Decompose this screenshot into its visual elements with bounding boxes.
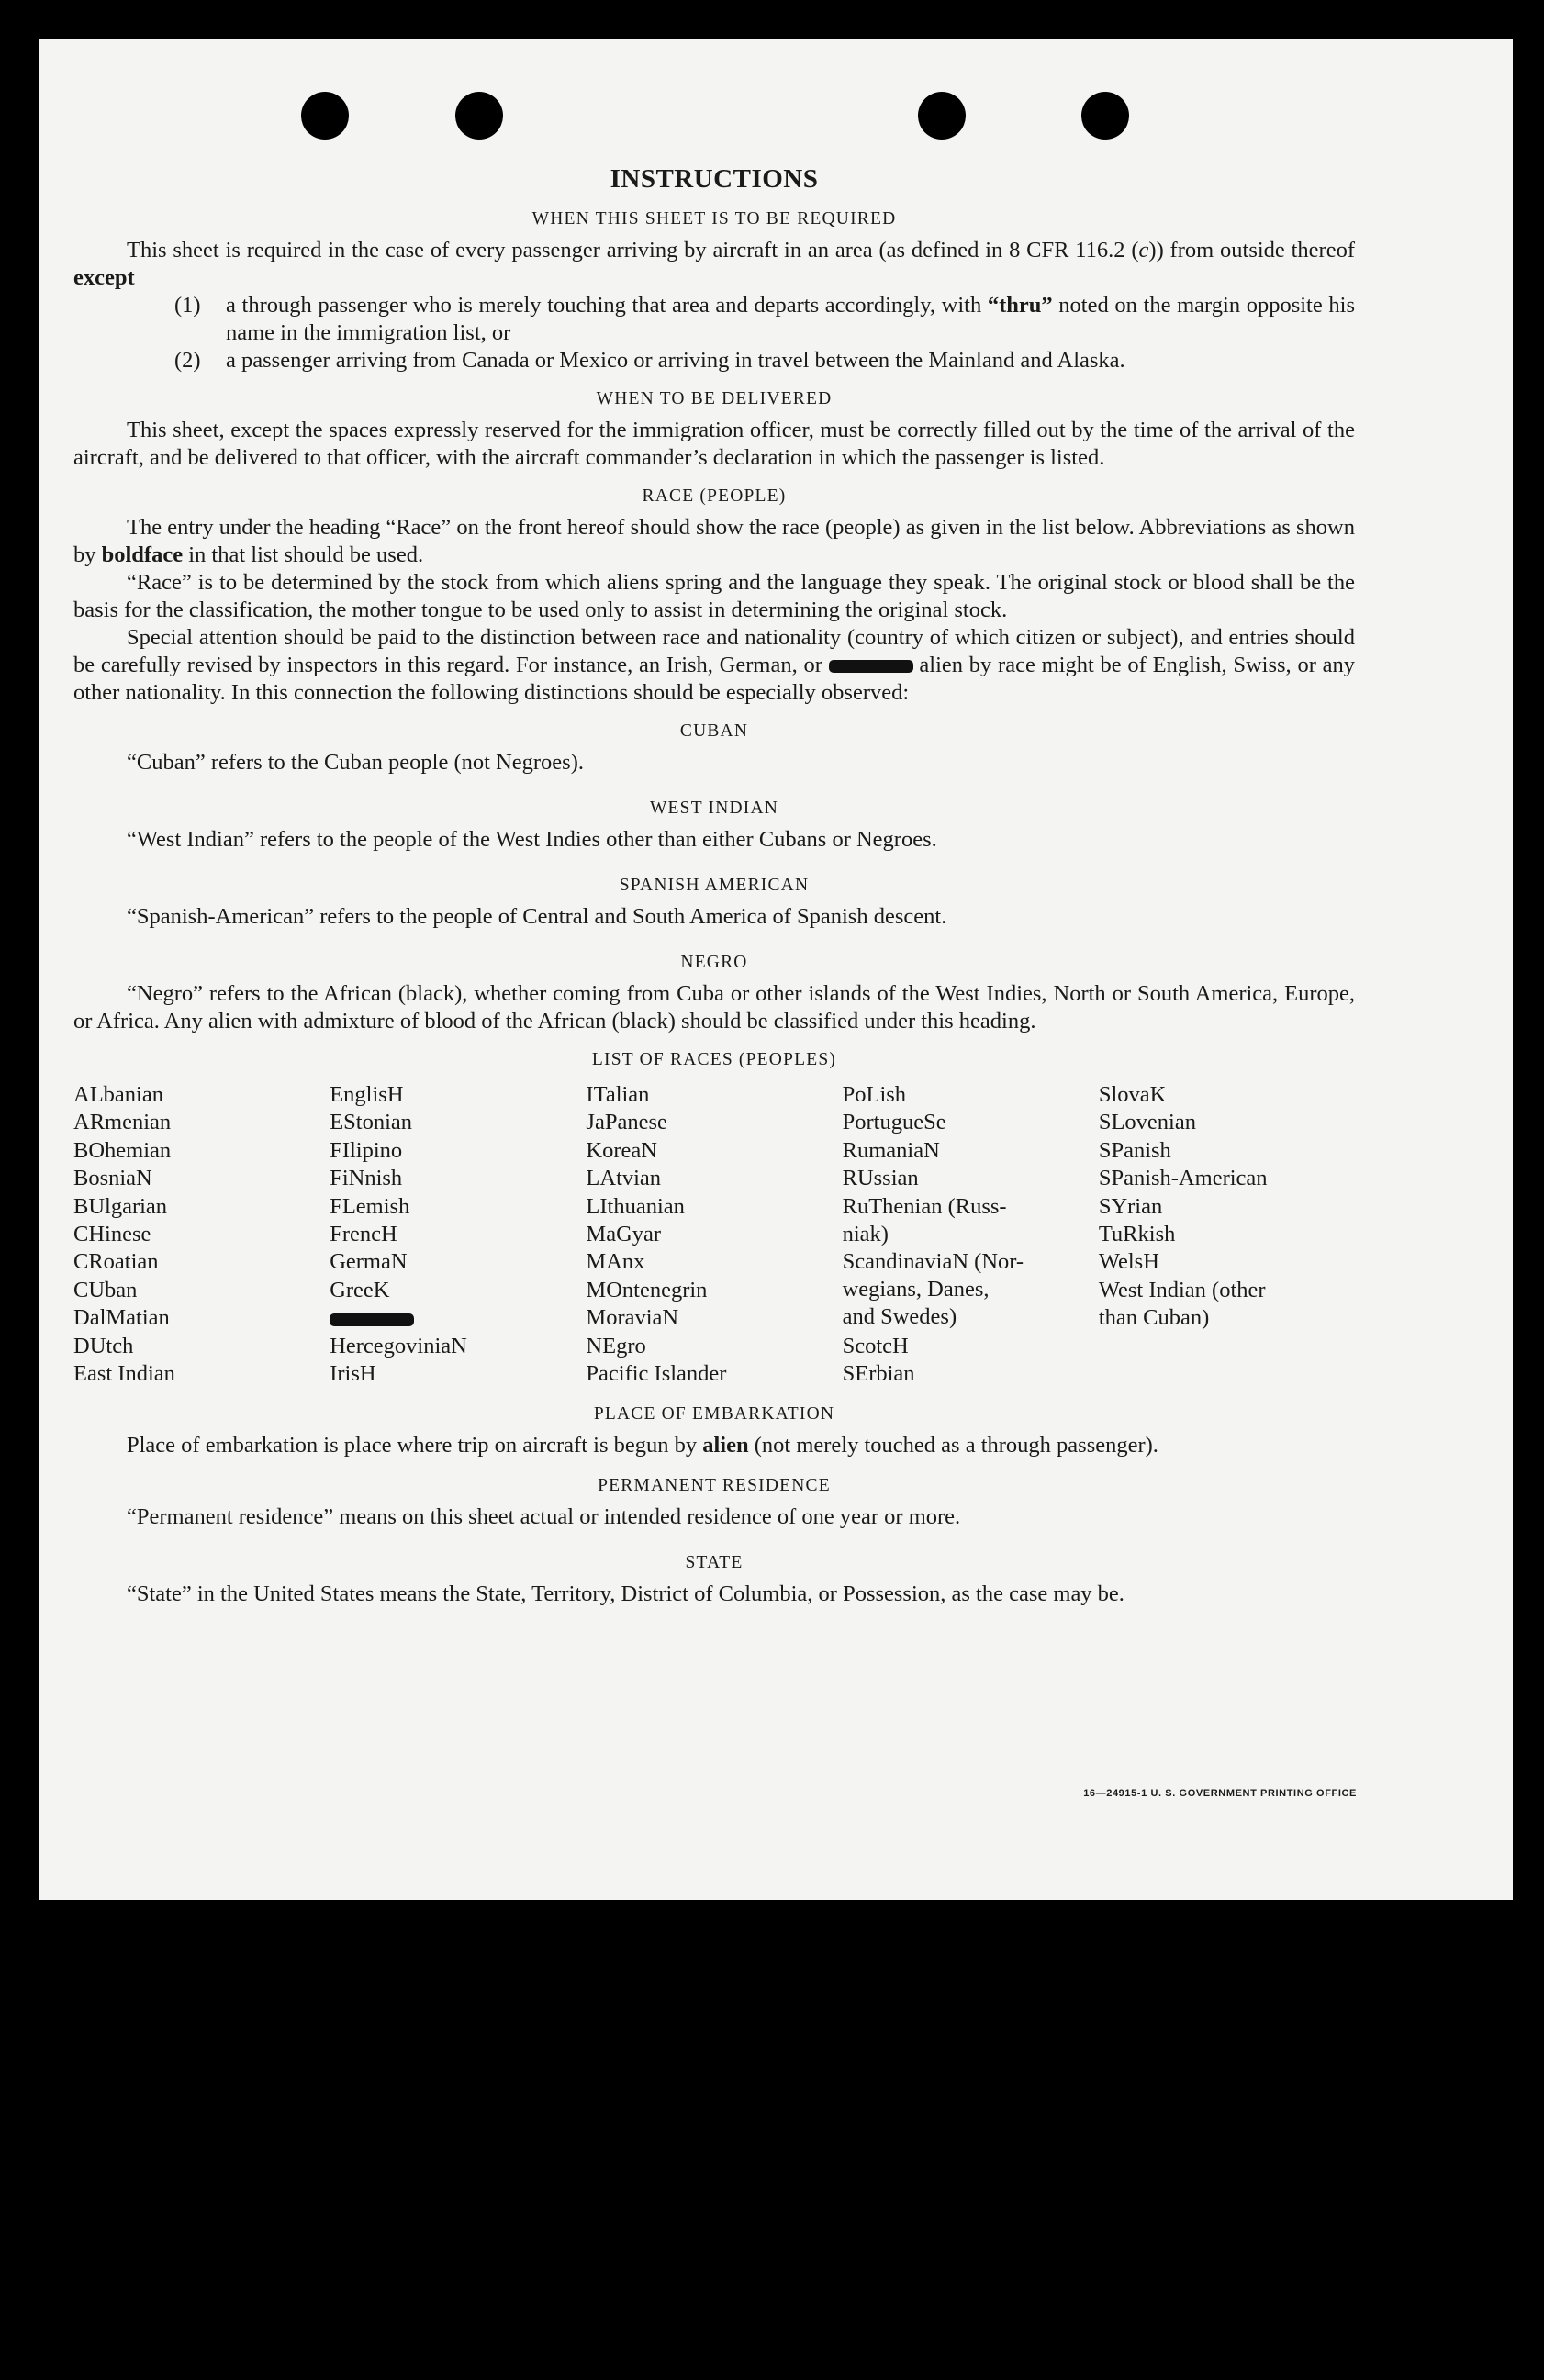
paragraph: “State” in the United States means the State, Territory, District of Columbia, or Possession, as the case may be. [127, 1581, 1124, 1607]
instructions-body [73, 164, 1355, 1608]
race-entry: GreeK [330, 1277, 390, 1302]
race-column [73, 1081, 330, 1388]
race-entry: GermaN [330, 1249, 408, 1275]
race-entry: SPanish-American [1098, 1166, 1268, 1191]
race-entry: CUban [73, 1277, 138, 1302]
race-entry: IrisH [330, 1360, 376, 1386]
race-entry: West Indian (other than Cuban) [1098, 1277, 1266, 1330]
section-heading: STATE [685, 1553, 744, 1573]
race-column [586, 1081, 842, 1388]
race-entry: SlovaK [1098, 1082, 1167, 1107]
paragraph: “West Indian” refers to the people of the West Indies other than either Cubans or Negroes. [127, 827, 937, 852]
section-heading: PERMANENT RESIDENCE [598, 1476, 831, 1496]
race-entry: JaPanese [586, 1110, 667, 1135]
punch-hole [301, 92, 349, 140]
paragraph: “Negro” refers to the African (black), whether coming from Cuba or other islands of the West Indies, North or South America, Europe, or Africa. Any alien with admixture of blood of the African (black) should be classified under this heading. [73, 981, 1355, 1034]
document-sheet [39, 39, 1513, 1900]
race-entry: RuThenian (Russ- niak) [842, 1193, 1007, 1246]
paragraph: Special attention should be paid to the distinction between race and nationality (country of which citizen or subject), and entries should be carefully revised by inspectors in this regard. For instance, an Irish, German, or alien by race might be of English, Swiss, or any other nationality. In this connection the following distinctions should be especially observed: [73, 625, 1355, 705]
race-entry: HercegoviniaN [330, 1333, 467, 1358]
paragraph: This sheet, except the spaces expressly reserved for the immigration officer, must be correctly filled out by the time of the arrival of the aircraft, and be delivered to that officer, with the aircraft commander’s declaration in which the passenger is listed. [73, 418, 1355, 470]
section-heading: WHEN TO BE DELIVERED [596, 389, 833, 408]
punch-hole [1081, 92, 1129, 140]
race-entry: SPanish [1098, 1137, 1171, 1163]
section-heading: NEGRO [680, 953, 748, 972]
race-entry: ITalian [586, 1082, 650, 1107]
race-entry: ARmenian [73, 1110, 172, 1135]
page-title: INSTRUCTIONS [610, 164, 819, 194]
section-heading: RACE (PEOPLE) [642, 486, 787, 506]
race-entry: FIlipino [330, 1137, 403, 1163]
paragraph: “Permanent residence” means on this sheet actual or intended residence of one year or more. [127, 1504, 961, 1530]
race-entry: SErbian [842, 1360, 915, 1386]
redaction-mark [829, 660, 913, 673]
paragraph: The entry under the heading “Race” on the front hereof should show the race (people) as given in the list below. Abbreviations as shown by boldface in that list should be used. [73, 515, 1355, 567]
race-list [73, 1081, 1355, 1388]
paragraph: “Race” is to be determined by the stock from which aliens spring and the language they speak. The original stock or blood shall be the basis for the classification, the mother tongue to be used only to assist in determining the original stock. [73, 570, 1355, 622]
section-heading: WHEN THIS SHEET IS TO BE REQUIRED [531, 209, 897, 229]
race-entry: PortugueSe [842, 1110, 946, 1135]
race-entry: FiNnish [330, 1166, 403, 1191]
redaction-mark [330, 1313, 414, 1326]
section-heading: LIST OF RACES (PEOPLES) [591, 1050, 837, 1069]
race-column [843, 1081, 1099, 1388]
paragraph: This sheet is required in the case of every passenger arriving by aircraft in an area (as defined in 8 CFR 116.2 (c)) from outside thereof except [73, 238, 1355, 290]
race-entry: NEgro [586, 1333, 646, 1358]
section-heading: SPANISH AMERICAN [619, 876, 810, 895]
race-entry: MoraviaN [586, 1305, 679, 1331]
race-entry: East Indian [73, 1360, 175, 1386]
race-column [330, 1081, 586, 1388]
race-entry: MaGyar [586, 1221, 662, 1246]
race-entry: LIthuanian [586, 1193, 685, 1219]
race-entry [330, 1304, 586, 1332]
race-entry: RumaniaN [842, 1137, 940, 1163]
race-entry: FLemish [330, 1193, 410, 1219]
race-entry: RUssian [842, 1166, 919, 1191]
section-heading: CUBAN [679, 721, 749, 741]
race-entry: EStonian [330, 1110, 413, 1135]
race-column [1099, 1081, 1355, 1388]
race-entry: WelsH [1098, 1249, 1159, 1275]
race-entry: CRoatian [73, 1249, 159, 1275]
punch-hole [455, 92, 503, 140]
race-entry: DalMatian [73, 1305, 170, 1331]
paragraph: “Spanish-American” refers to the people of Central and South America of Spanish descent. [127, 904, 947, 929]
race-entry: FrencH [330, 1221, 397, 1246]
list-item: (2) a passenger arriving from Canada or Mexico or arriving in travel between the Mainland and Alaska. [174, 348, 1125, 373]
race-entry: Pacific Islander [586, 1360, 727, 1386]
paragraph: Place of embarkation is place where trip on aircraft is begun by alien (not merely touched as a through passenger). [127, 1433, 1158, 1458]
race-entry: KoreaN [586, 1137, 657, 1163]
punch-hole [918, 92, 966, 140]
race-entry: EnglisH [330, 1082, 404, 1107]
race-entry: SLovenian [1098, 1110, 1196, 1135]
race-entry: LAtvian [586, 1166, 662, 1191]
race-entry: MAnx [586, 1249, 645, 1275]
race-entry: CHinese [73, 1221, 151, 1246]
section-heading: WEST INDIAN [649, 799, 779, 818]
list-item: (1) a through passenger who is merely touching that area and departs accordingly, with “thru” noted on the margin opposite his name in the immigration list, or [174, 293, 1355, 345]
race-entry: DUtch [73, 1333, 134, 1358]
race-entry: TuRkish [1098, 1221, 1176, 1246]
race-entry: SYrian [1098, 1193, 1163, 1219]
section-heading: PLACE OF EMBARKATION [593, 1404, 835, 1425]
printing-office-footer: 16—24915-1 U. S. GOVERNMENT PRINTING OFFICE [1083, 1788, 1357, 1799]
paragraph: “Cuban” refers to the Cuban people (not Negroes). [127, 750, 584, 775]
race-entry: BUlgarian [73, 1193, 168, 1219]
race-entry: BosniaN [73, 1166, 152, 1191]
race-entry: ALbanian [73, 1082, 163, 1107]
race-entry: PoLish [842, 1082, 907, 1107]
race-entry: BOhemian [73, 1137, 172, 1163]
race-entry: ScotcH [842, 1333, 909, 1358]
race-entry: MOntenegrin [586, 1277, 708, 1302]
race-entry: ScandinaviaN (Nor- wegians, Danes, and Swedes) [842, 1249, 1024, 1330]
